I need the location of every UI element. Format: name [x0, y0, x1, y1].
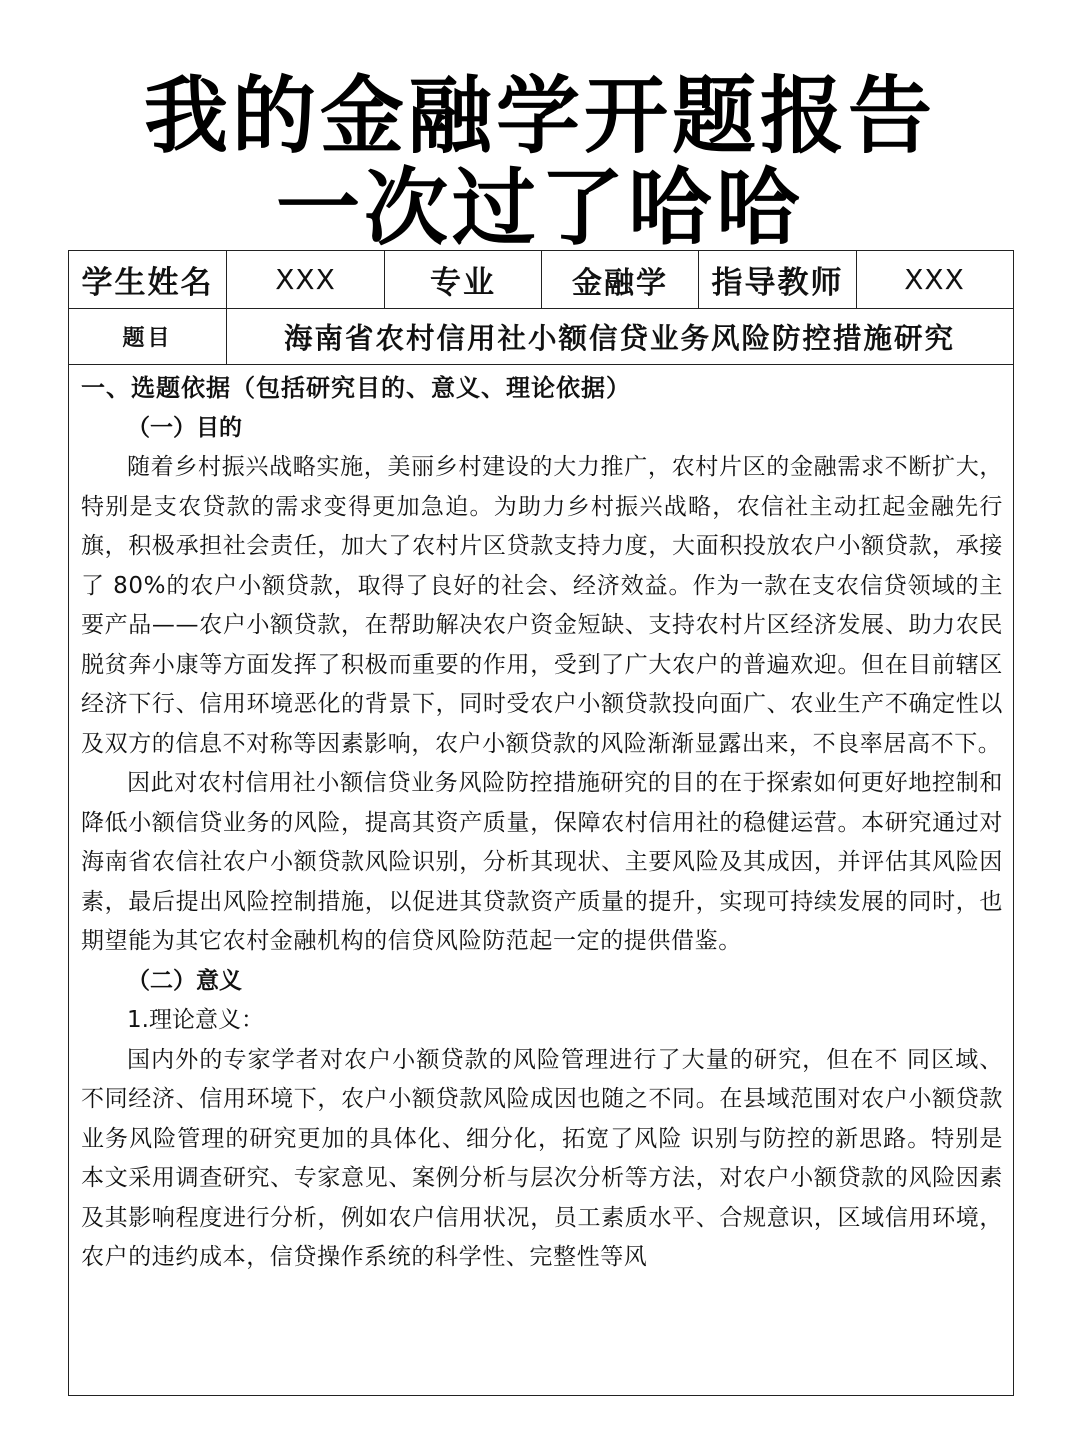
student-name-value: XXX [227, 251, 385, 308]
topic-value: 海南省农村信用社小额信贷业务风险防控措施研究 [283, 322, 955, 355]
subsection-heading-significance: （二）意义 [127, 967, 242, 994]
advisor-value: XXX [904, 263, 965, 296]
document-title-line2: 一次过了哈哈 [275, 159, 804, 257]
student-name-label: 学生姓名 [69, 251, 227, 308]
proposal-form [68, 250, 1014, 1396]
paragraph-theoretical: 国内外的专家学者对农户小额贷款的风险管理进行了大量的研究，但在不 同区域、不同经济、信用环境下，农户小额贷款风险成因也随之不同。在县域范围对农户小额贷款业务风险管理的研究更加的具体化、细分化，拓宽了风险 识别与防控的新思路。特别是本文采用调查研究、专家意见、案例分析与层次分析等方法，对农户小额贷款的风险因素及其影响程度进行分析，例如农户信用状况，员工素质水平、合规意识，区域信用环境，农户的违约成本，信贷操作系统的科学性、完整性等风 [81, 1046, 1003, 1270]
topic-label: 题目 [69, 309, 227, 364]
info-row [69, 251, 1013, 309]
section-heading-basis: 一、选题依据（包括研究目的、意义、理论依据） [81, 374, 631, 402]
subsection-heading-purpose: （一）目的 [127, 414, 242, 441]
document-title-line1: 我的金融学开题报告 [143, 67, 936, 165]
major-label: 专业 [385, 251, 542, 308]
proposal-body [81, 369, 1003, 1278]
paragraph-purpose-1: 随着乡村振兴战略实施，美丽乡村建设的大力推广，农村片区的金融需求不断扩大，特别是支农贷款的需求变得更加急迫。为助力乡村振兴战略，农信社主动扛起金融先行旗，积极承担社会责任，加大了农村片区贷款支持力度，大面积投放农户小额贷款，承接了 80%的农户小额贷款，取得了良好的社会、经济效益。作为一款在支农信贷领域的主要产品——农户小额贷款，在帮助解决农户资金短缺、支持农村片区经济发展、助力农民脱贫奔小康等方面发挥了积极而重要的作用，受到了广大农户的普遍欢迎。但在目前辖区经济下行、信用环境恶化的背景下，同时受农户小额贷款投向面广、农业生产不确定性以及双方的信息不对称等因素影响，农户小额贷款的风险渐渐显露出来，不良率居高不下。 [81, 454, 1003, 757]
topic-row [69, 309, 1013, 365]
paragraph-purpose-2: 因此对农村信用社小额信贷业务风险防控措施研究的目的在于探索如何更好地控制和降低小额信贷业务的风险，提高其资产质量，保障农村信用社的稳健运营。本研究通过对海南省农信社农户小额贷款风险识别，分析其现状、主要风险及其成因，并评估其风险因素，最后提出风险控制措施，以促进其贷款资产质量的提升，实现可持续发展的同时，也期望能为其它农村金融机构的信贷风险防范起一定的提供借鉴。 [81, 770, 1003, 954]
item-heading-theoretical: 1.理论意义： [127, 1007, 264, 1033]
major-value: 金融学 [542, 251, 699, 308]
advisor-label: 指导教师 [699, 251, 857, 308]
